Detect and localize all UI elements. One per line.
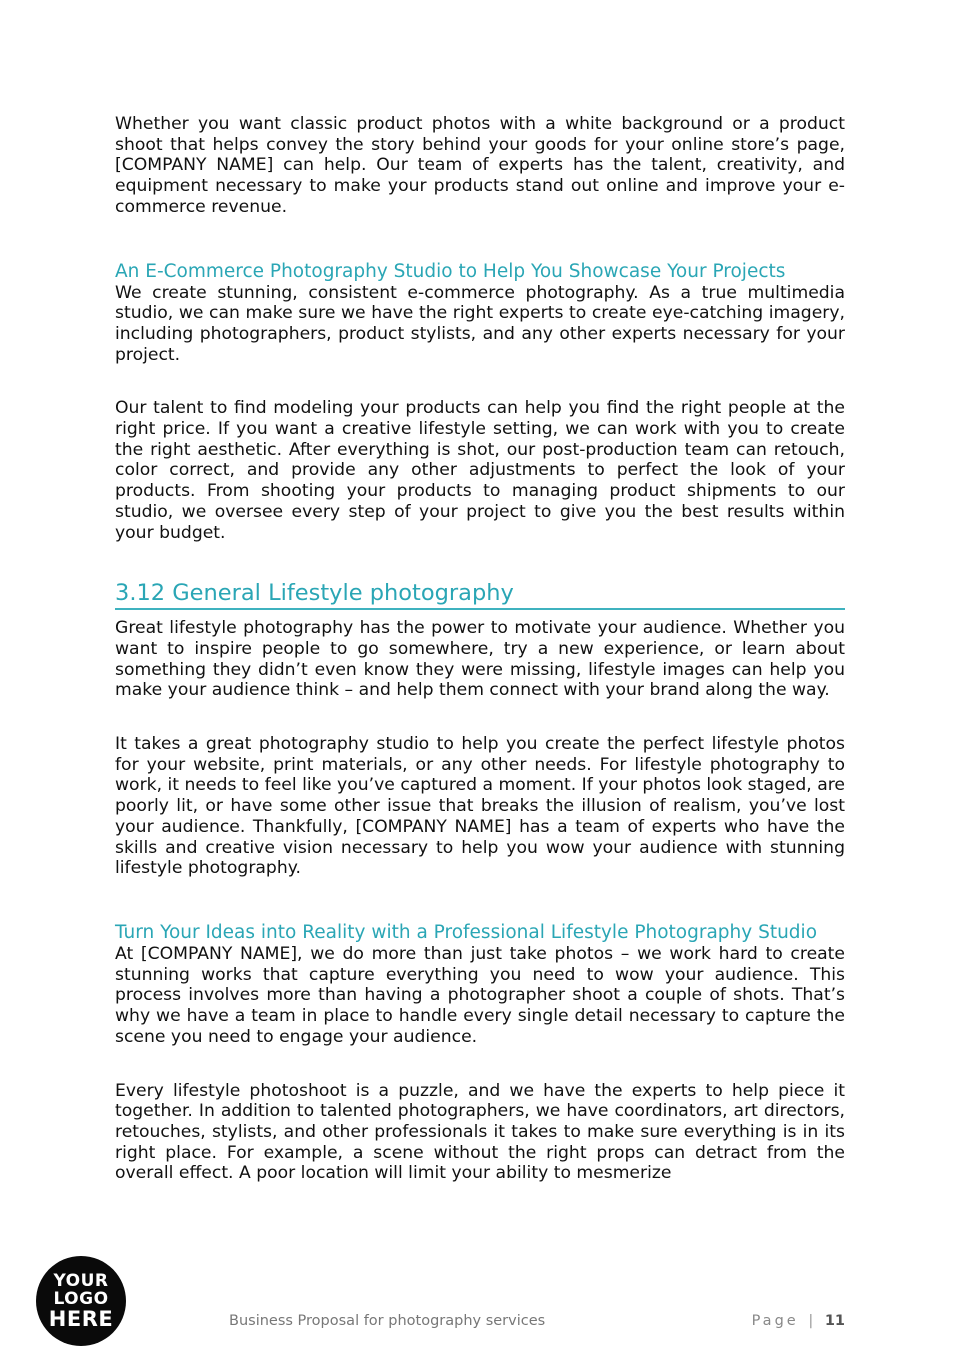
logo-line-1: YOUR xyxy=(53,1271,109,1291)
page-label: Page xyxy=(751,1313,799,1329)
ecommerce-studio-heading: An E-Commerce Photography Studio to Help You Showcase Your Projects xyxy=(115,260,786,282)
lifestyle-studio-heading: Turn Your Ideas into Reality with a Professional Lifestyle Photography Studio xyxy=(115,921,818,943)
page-content xyxy=(115,114,845,1184)
logo-line-2: LOGO xyxy=(53,1289,109,1309)
footer-page-number xyxy=(752,1313,845,1329)
lifestyle-paragraph-3: At [COMPANY NAME], we do more than just take photos – we work hard to create stunning works that capture everything you need to wow your audience. This process involves more than having a photographer shoot a couple of shots. That’s why we have a team in place to handle every single detail necessary to capture the scene you need to engage your audience. xyxy=(115,943,845,1047)
lifestyle-paragraph-2: It takes a great photography studio to help you create the perfect lifestyle photos for your website, print materials, or any other needs. For lifestyle photography to work, it needs to feel like you’ve captured a moment. If your photos look staged, are poorly lit, or have some other issue that breaks the illusion of realism, you’ve lost your audience. Thankfully, [COMPANY NAME] has a team of experts who have the skills and creative vision necessary to help you wow your audience with stunning lifestyle photography. xyxy=(115,734,845,879)
company-logo xyxy=(36,1256,126,1346)
lifestyle-paragraph-4: Every lifestyle photoshoot is a puzzle, and we have the experts to help piece it together. In addition to talented photographers, we have coordinators, art directors, retouches, stylists, and other professionals it takes to make sure everything is in its right place. For example, a scene without the right props can detract from the overall effect. A poor location will limit your ability to mesmerize xyxy=(115,1080,845,1184)
lifestyle-paragraph-1: Great lifestyle photography has the power to motivate your audience. Whether you want to inspire people to go somewhere, try a new experience, or learn about something they didn’t even know they were missing, lifestyle images can help you make your audience think – and help them connect with your brand along the way. xyxy=(115,618,845,701)
footer-document-title: Business Proposal for photography services xyxy=(229,1313,546,1329)
section-title-lifestyle: 3.12 General Lifestyle photography xyxy=(115,579,845,610)
ecommerce-paragraph-1: We create stunning, consistent e-commerce photography. As a true multimedia studio, we can make sure we have the right experts to create eye-catching imagery, including photographers, product stylists, and any other experts necessary for your project. xyxy=(115,282,845,365)
ecommerce-paragraph-2: Our talent to find modeling your products can help you find the right people at the right price. If you want a creative lifestyle setting, we can work with you to create the right aesthetic. After everything is shot, our post-production team can retouch, color correct, and provide any other adjustments to perfect the look of your products. From shooting your products to managing product shipments to our studio, we oversee every step of your project to give you the best results within your budget. xyxy=(115,398,845,543)
logo-line-3: HERE xyxy=(48,1307,114,1331)
page-separator: | xyxy=(808,1313,814,1329)
intro-paragraph: Whether you want classic product photos with a white background or a product shoot that helps convey the story behind your goods for your online store’s page, [COMPANY NAME] can help. Our team of experts has the talent, creativity, and equipment necessary to make your products stand out online and improve your e-commerce revenue. xyxy=(115,114,845,217)
page-number: 11 xyxy=(824,1313,845,1329)
